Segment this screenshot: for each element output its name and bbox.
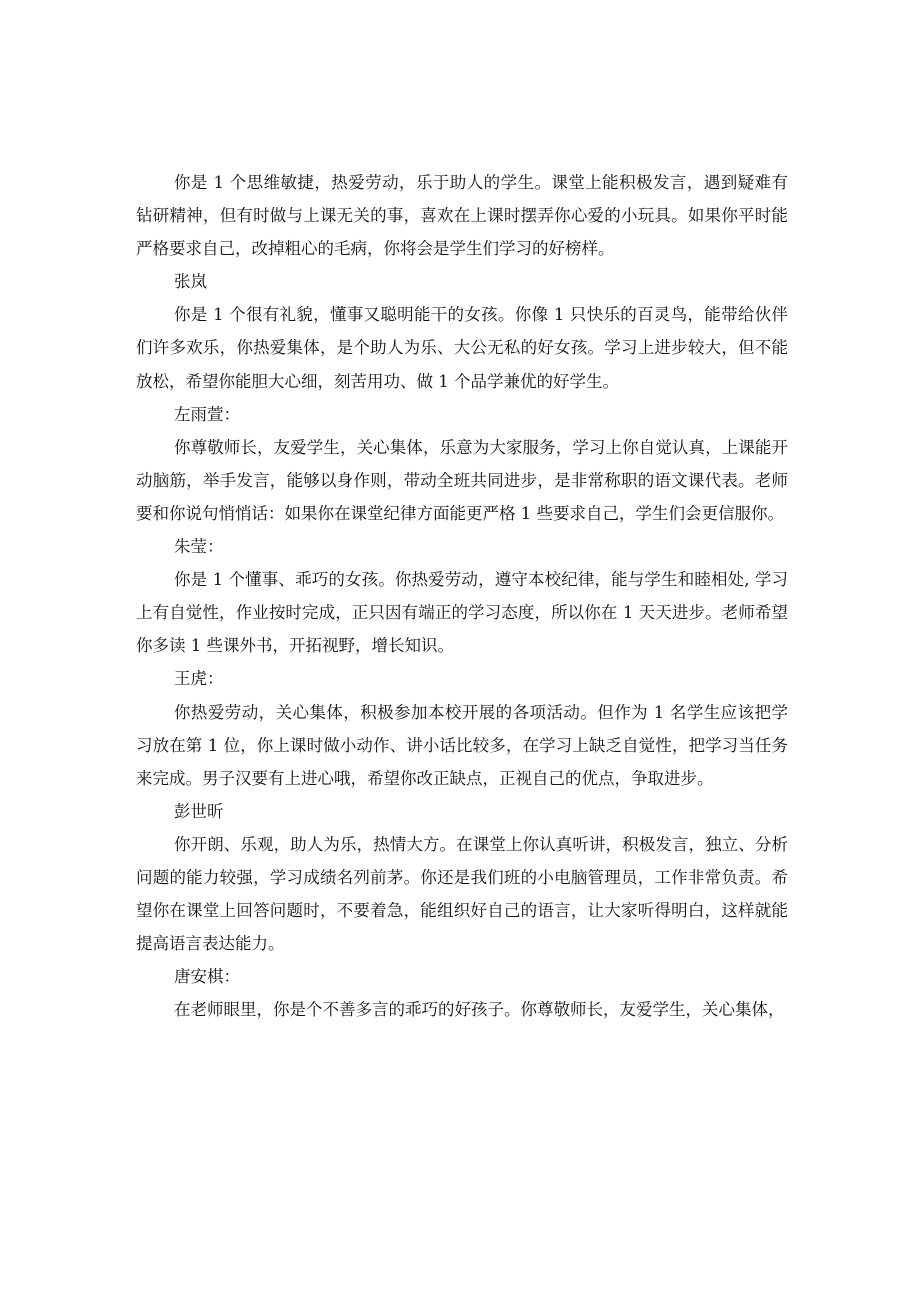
student-name: 唐安棋： [174,967,240,987]
student-name: 彭世昕 [174,801,224,821]
comment-paragraph: 在老师眼里，你是个不善多言的乖巧的好孩子。你尊敬师长，友爱学生，关心集体， [174,1000,785,1020]
student-name: 王虎： [174,669,224,689]
student-name: 左雨萱： [174,404,240,424]
student-name: 朱莹： [174,537,224,557]
document-body [136,166,788,1026]
student-name: 张岚 [174,272,207,292]
comment-paragraph: 你开朗、乐观，助人为乐，热情大方。在课堂上你认真听讲，积极发言，独立、分析问题的能力较强，学习成绩名列前茅。你还是我们班的小电脑管理员，工作非常负责。希望你在课堂上回答问题时，不要着急，能组织好自己的语言，让大家听得明白，这样就能提高语言表达能力。 [136,834,788,954]
comment-paragraph: 你尊敬师长，友爱学生，关心集体，乐意为大家服务，学习上你自觉认真，上课能开动脑筋，举手发言，能够以身作则，带动全班共同进步，是非常称职的语文课代表。老师要和你说句悄悄话：如果你在课堂纪律方面能更严格 1 些要求自己，学生们会更信服你。 [136,437,788,523]
comment-paragraph: 你是 1 个思维敏捷，热爱劳动，乐于助人的学生。课堂上能积极发言，遇到疑难有钻研精神，但有时做与上课无关的事，喜欢在上课时摆弄你心爱的小玩具。如果你平时能严格要求自己，改掉粗心的毛病，你将会是学生们学习的好榜样。 [136,173,788,259]
comment-paragraph: 你是 1 个很有礼貌，懂事又聪明能干的女孩。你像 1 只快乐的百灵鸟，能带给伙伴们许多欢乐，你热爱集体，是个助人为乐、大公无私的好女孩。学习上进步较大，但不能放松，希望你能胆大心细，刻苦用功、做 1 个品学兼优的好学生。 [136,305,788,391]
comment-paragraph: 你是 1 个懂事、乖巧的女孩。你热爱劳动，遵守本校纪律，能与学生和睦相处, 学习上有自觉性，作业按时完成，正只因有端正的学习态度，所以你在 1 天天进步。老师希望你多读 1 些课外书，开拓视野，增长知识。 [136,570,788,656]
comment-paragraph: 你热爱劳动，关心集体，积极参加本校开展的各项活动。但作为 1 名学生应该把学习放在第 1 位，你上课时做小动作、讲小话比较多，在学习上缺乏自觉性，把学习当任务来完成。男子汉要有上进心哦，希望你改正缺点，正视自己的优点，争取进步。 [136,702,788,788]
